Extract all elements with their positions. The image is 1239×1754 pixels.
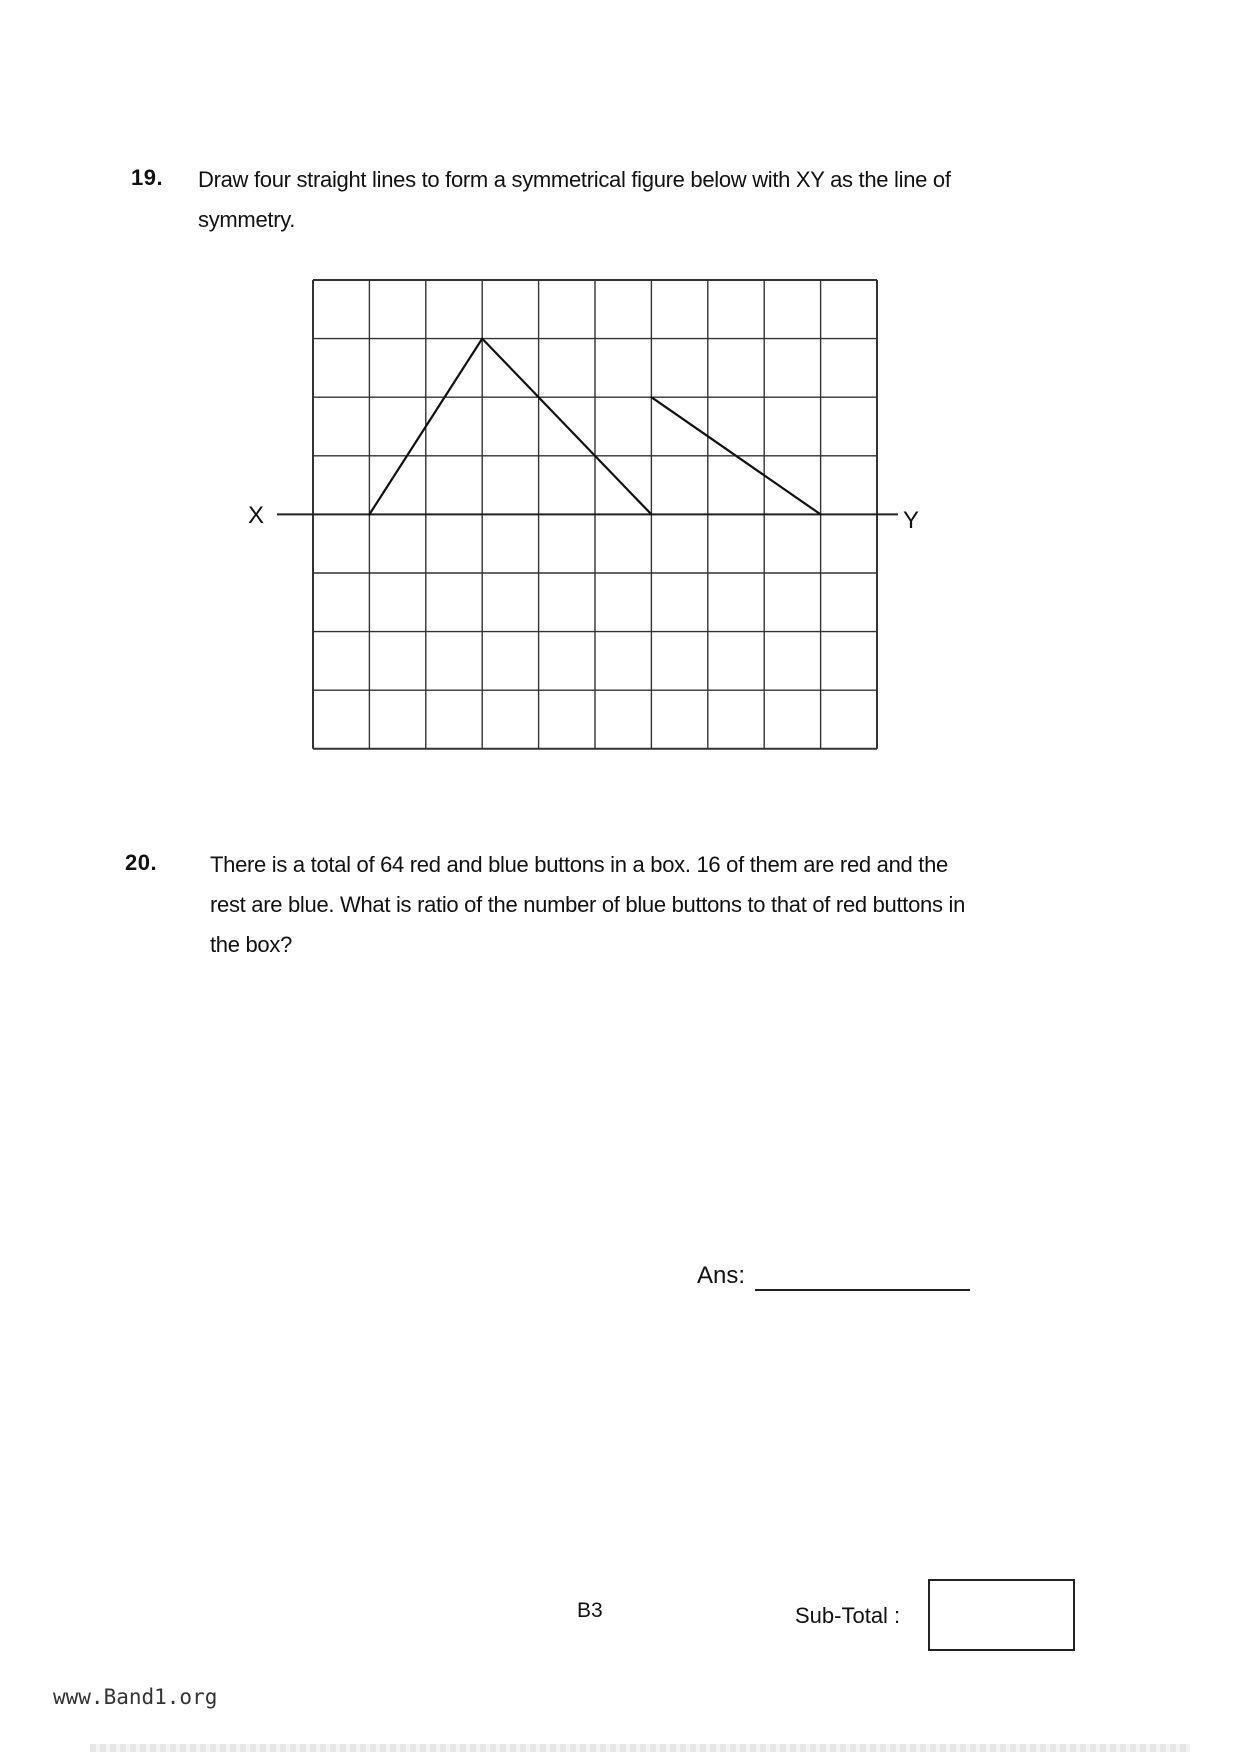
question-20-line-2: rest are blue. What is ratio of the number of blue buttons to that of red buttons in: [210, 892, 966, 917]
question-19-number: 19.: [131, 165, 164, 190]
question-19-line-1: Draw four straight lines to form a symmetrical figure below with XY as the line of: [198, 167, 951, 192]
symmetry-grid-figure[interactable]: [230, 268, 930, 768]
question-20-text: [210, 845, 1110, 965]
question-19-line-2: symmetry.: [198, 207, 296, 232]
question-19-text: [198, 160, 1098, 240]
axis-label-x: X: [248, 502, 265, 529]
page-code: B3: [577, 1599, 603, 1622]
subtotal-box[interactable]: [928, 1579, 1075, 1651]
scan-edge: [90, 1744, 1190, 1752]
answer-blank-line[interactable]: [755, 1289, 970, 1291]
axis-label-y: Y: [903, 507, 920, 534]
answer-label: Ans:: [697, 1262, 746, 1289]
question-20-line-3: the box?: [210, 932, 293, 957]
question-20-line-1: There is a total of 64 red and blue buttons in a box. 16 of them are red and the: [210, 852, 948, 877]
footer-url: www.Band1.org: [53, 1685, 218, 1709]
question-20-number: 20.: [125, 850, 158, 875]
figure-line-segment: [482, 339, 651, 515]
subtotal-label: Sub-Total :: [795, 1603, 901, 1628]
